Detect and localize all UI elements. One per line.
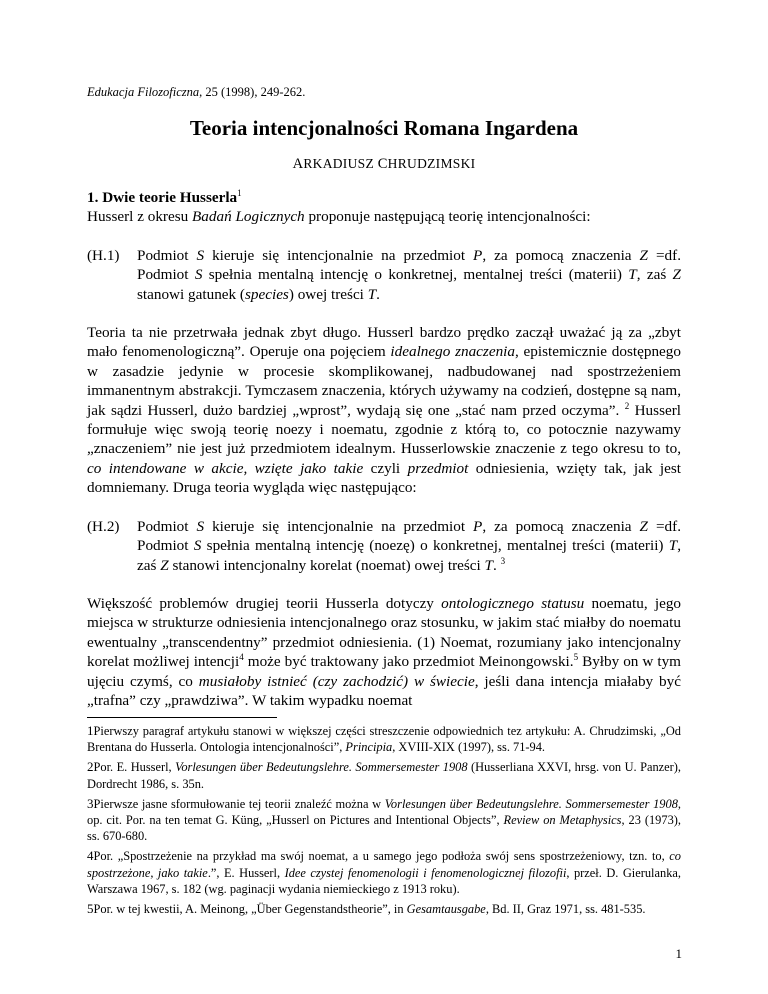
footnote-divider xyxy=(87,717,277,718)
journal-name: Edukacja Filozoficzna xyxy=(87,85,200,99)
footnote-1: 1Pierwszy paragraf artykułu stanowi w większej części streszczenie odpowiednich tez artykułu: A. Chrudzimski, „Od Brentana do Husserla. Ontologia intencjonalności”, Principia, XVIII-XIX (1997), ss. 71-94. xyxy=(87,723,681,755)
article-body xyxy=(87,188,681,710)
definition-h2 xyxy=(87,517,681,575)
definition-label: (H.1) xyxy=(87,246,120,264)
journal-header xyxy=(87,85,305,100)
footnote-5: 5Por. w tej kwestii, A. Meinong, „Über Gegenstandstheorie”, in Gesamtausgabe, Bd. II, Graz 1971, ss. 481-535. xyxy=(87,901,646,917)
footnote-ref-3: 3 xyxy=(500,555,506,566)
journal-details: , 25 (1998), 249-262. xyxy=(199,85,306,99)
footnote-ref-4: 4 xyxy=(239,652,244,663)
footnote-4: 4Por. „Spostrzeżenie na przykład ma swój noemat, a u samego jego podłoża swój sens spostrzeżeniowy, tzn. to, co spostrzeżone, jako takie.”, E. Husserl, Idee czystej fenomenologii i fenomenologicznej filozofii, przeł. D. Gierulanka, Warszawa 1967, s. 182 (wg. paginacji wydania niemieckiego z 1913 roku). xyxy=(87,848,681,896)
author-name: ARKADIUSZ CHRUDZIMSKI xyxy=(292,156,476,172)
definition-h1 xyxy=(87,246,681,304)
definition-label: (H.2) xyxy=(87,517,120,535)
page-number: 1 xyxy=(675,946,682,961)
section-intro: Husserl z okresu Badań Logicznych proponuje następującą teorię intencjonalności: xyxy=(87,208,591,226)
footnote-3: 3Pierwsze jasne sformułowanie tej teorii znaleźć można w Vorlesungen über Bedeutungslehre. Sommersemester 1908, op. cit. Por. na ten temat G. Küng, „Husserl on Pictures and Intentional Objects”, Review on Metaphysics, 23 (1973), ss. 670-680. xyxy=(87,795,681,844)
footnote-2: 2Por. E. Husserl, Vorlesungen über Bedeutungslehre. Sommersemester 1908 (Husserliana XXVI, hrsg. von U. Panzer), Dordrecht 1986, s. 35n. xyxy=(87,759,682,791)
article-title: Teoria intencjonalności Romana Ingardena xyxy=(189,116,579,140)
footnote-ref-2: 2 xyxy=(624,400,630,411)
definition-text: Podmiot S kieruje się intencjonalnie na przedmiot P, za pomocą znaczenia Z =df. Podmiot S spełnia mentalną intencję (noezę) o konkretnej, mentalnej treści (materii) T, zaś Z stanowi intencjonalny korelat (noemat) owej treści T. $^3$ xyxy=(137,517,682,574)
paragraph: Większość problemów drugiej teorii Husserla dotyczy ontologicznego statusu noematu, jego miejsca w strukturze odniesienia intencjonalnego oraz stosunku, w jakim stać miałby do noematu ewentualny „transcendentny” przedmiot odniesienia. (1) Noemat, rozumiany jako intencjonalny korelat możliwej intencji$^4$ może być traktowany jako przedmiot Meinongowski.$^5$ Byłby on w tym ujęciu czymś, co musiałoby istnieć (czy zachodzić) w świecie, jeśli dana intencja miałaby być „trafna” czy „prawdziwa”. W takim wypadku noemat xyxy=(87,594,682,709)
section-heading: 1. Dwie teorie Husserla$^1$ xyxy=(87,187,242,206)
footnotes xyxy=(87,723,681,921)
footnote-ref-5: 5 xyxy=(573,652,579,663)
definition-text: Podmiot S kieruje się intencjonalnie na przedmiot P, za pomocą znaczenia Z =df. Podmiot S spełnia mentalną intencję o konkretnej, mentalnej treści (materii) T, zaś Z stanowi gatunek (species) owej treści T. xyxy=(137,246,681,303)
footnote-ref-1: 1 xyxy=(237,187,242,198)
paragraph: Teoria ta nie przetrwała jednak zbyt długo. Husserl bardzo prędko zaczął uważać ją za „zbyt mało fenomenologiczną”. Operuje ona pojęciem idealnego znaczenia, epistemicznie dostępnego w zasadzie jedynie w procesie skomplikowanej, nadbudowanej nad spostrzeżeniem immanentnym abstrakcji. Tymczasem znaczenia, których używamy na codzień, dostępne są nam, jak sądzi Husserl, dużo bardziej „wprost”, wydają się one „stać nam przed oczyma”. $^2$ Husserl formułuje więc swoją teorię noezy i noematu, zgodnie z którą to, co potocznie nazywamy „znaczeniem” nie jest już przedmiotem idealnym. Husserlowskie znaczenie z tego okresu to to, co intendowane w akcie, wzięte jako takie czyli przedmiot odniesienia, wzięty tak, jak jest domniemany. Druga teoria wygląda więc następująco: xyxy=(87,324,681,497)
